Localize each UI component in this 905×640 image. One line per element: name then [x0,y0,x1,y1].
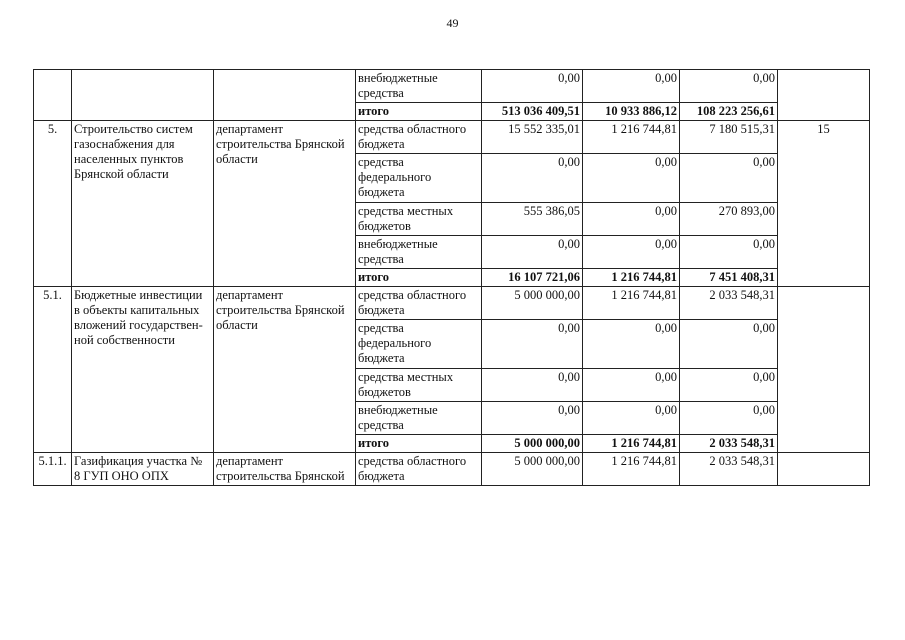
value-cell: 0,00 [583,154,680,203]
item-number: 5. [34,121,72,287]
value-cell: 0,00 [583,402,680,435]
source-cell: внебюджетные средства [356,236,482,269]
value-cell: 5 000 000,00 [482,435,583,453]
source-cell: средства федерального бюджета [356,154,482,203]
extra-cell [778,70,870,121]
value-cell: 1 216 744,81 [583,453,680,486]
source-cell: итого [356,103,482,121]
value-cell: 16 107 721,06 [482,269,583,287]
source-cell: итого [356,269,482,287]
value-cell: 0,00 [680,70,778,103]
extra-cell [778,287,870,453]
value-cell: 1 216 744,81 [583,121,680,154]
item-executor: департамент строительства Брянской [214,453,356,486]
table-row [34,121,870,154]
source-cell: средства областного бюджета [356,453,482,486]
value-cell: 0,00 [482,402,583,435]
value-cell: 0,00 [583,369,680,402]
no-cell [34,70,72,121]
value-cell: 0,00 [680,369,778,402]
source-cell: средства областного бюджета [356,121,482,154]
value-cell: 0,00 [680,402,778,435]
value-cell: 7 451 408,31 [680,269,778,287]
source-cell: внебюджетные средства [356,402,482,435]
value-cell: 0,00 [680,236,778,269]
source-cell: внебюджетные средства [356,70,482,103]
value-cell: 7 180 515,31 [680,121,778,154]
budget-table [33,69,870,486]
value-cell: 1 216 744,81 [583,269,680,287]
extra-cell [778,453,870,486]
value-cell: 0,00 [482,369,583,402]
value-cell: 0,00 [482,154,583,203]
name-cell [72,70,214,121]
value-cell: 0,00 [482,320,583,369]
value-cell: 555 386,05 [482,203,583,236]
extra-cell: 15 [778,121,870,287]
value-cell: 0,00 [482,70,583,103]
value-cell: 2 033 548,31 [680,453,778,486]
value-cell: 0,00 [680,320,778,369]
item-name: Газификация участка № 8 ГУП ОНО ОПХ [72,453,214,486]
source-cell: средства местных бюджетов [356,203,482,236]
value-cell: 1 216 744,81 [583,435,680,453]
value-cell: 1 216 744,81 [583,287,680,320]
source-cell: итого [356,435,482,453]
value-cell: 270 893,00 [680,203,778,236]
value-cell: 0,00 [482,236,583,269]
item-number: 5.1. [34,287,72,453]
item-number: 5.1.1. [34,453,72,486]
value-cell: 0,00 [583,203,680,236]
table-row [34,453,870,486]
value-cell: 2 033 548,31 [680,435,778,453]
value-cell: 108 223 256,61 [680,103,778,121]
item-executor: департамент строительства Брянской области [214,287,356,453]
value-cell: 5 000 000,00 [482,287,583,320]
value-cell: 2 033 548,31 [680,287,778,320]
value-cell: 0,00 [583,320,680,369]
item-name: Бюджетные инвестиции в объекты капитальных вложений государствен-ной собственности [72,287,214,453]
table-row [34,287,870,320]
executor-cell [214,70,356,121]
source-cell: средства областного бюджета [356,287,482,320]
item-name: Строительство систем газоснабжения для населенных пунктов Брянской области [72,121,214,287]
value-cell: 0,00 [680,154,778,203]
value-cell: 0,00 [583,70,680,103]
value-cell: 513 036 409,51 [482,103,583,121]
value-cell: 10 933 886,12 [583,103,680,121]
value-cell: 15 552 335,01 [482,121,583,154]
value-cell: 5 000 000,00 [482,453,583,486]
item-executor: департамент строительства Брянской области [214,121,356,287]
page-number: 49 [446,16,459,30]
source-cell: средства федерального бюджета [356,320,482,369]
value-cell: 0,00 [583,236,680,269]
source-cell: средства местных бюджетов [356,369,482,402]
table-row [34,70,870,103]
